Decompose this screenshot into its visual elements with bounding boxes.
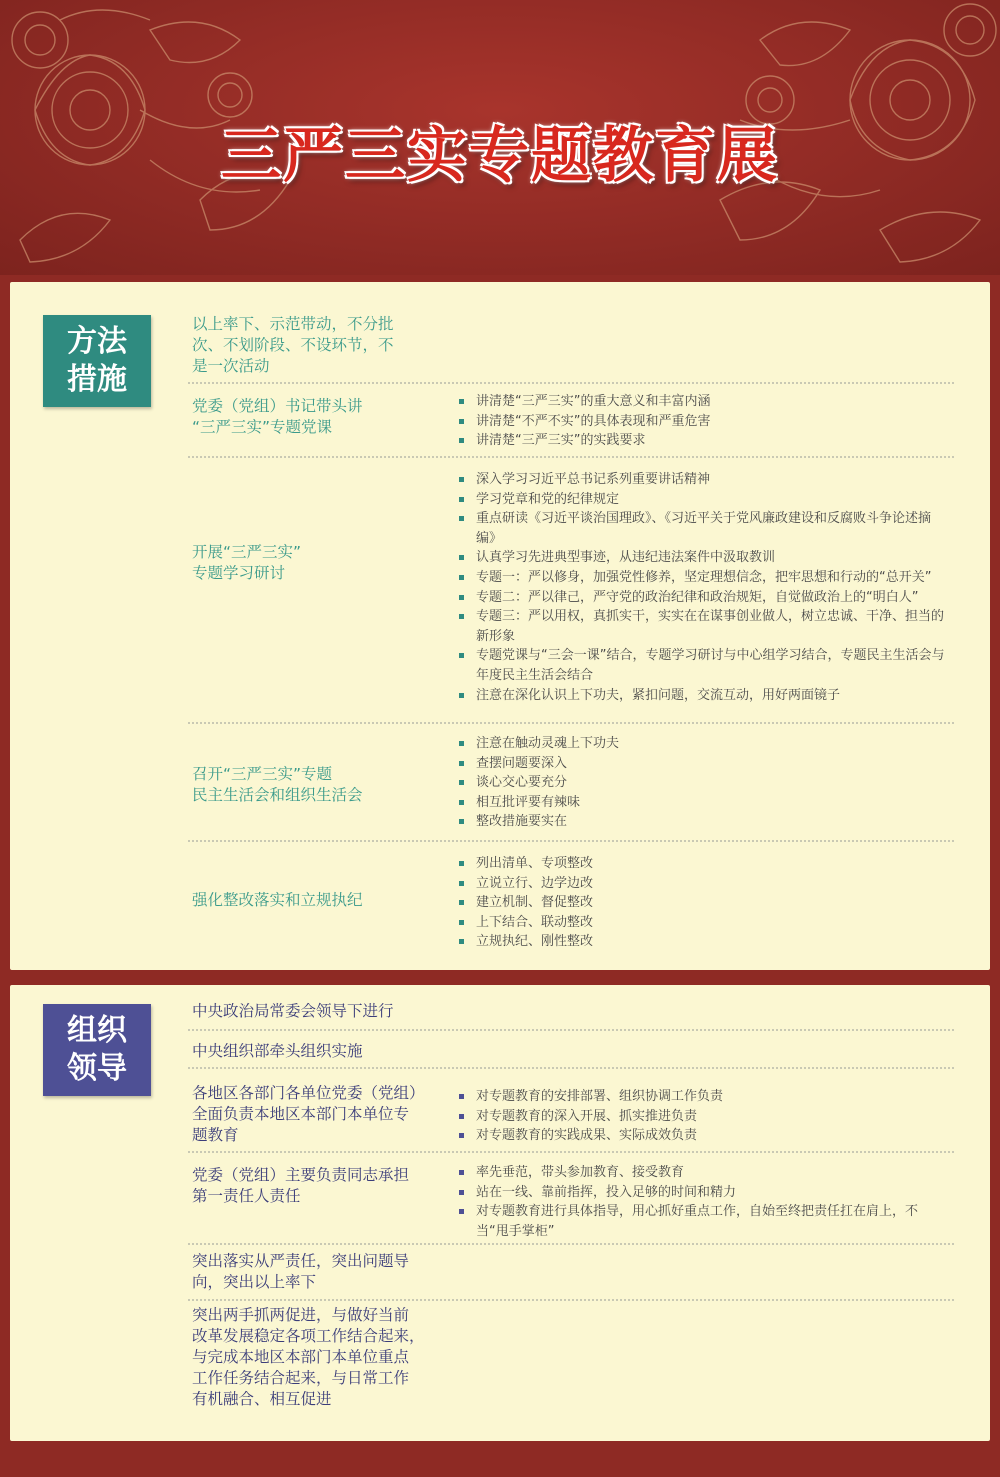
row-title: 强化整改落实和立规执纪: [192, 891, 363, 909]
row-title: 党委（党组）主要负责同志承担 第一责任人责任: [192, 1166, 410, 1205]
category-line: 措施: [67, 362, 127, 397]
page-title: 三严三实专题教育展: [221, 121, 779, 191]
bullet-item: 对专题教育进行具体指导，用心抓好重点工作，自始至终把责任扛在肩上，不当“甩手掌柜”: [456, 1202, 946, 1241]
bullet-item: 重点研读《习近平谈治国理政》、《习近平关于党风廉政建设和反腐败斗争论述摘编》: [456, 509, 946, 548]
bullet-item: 讲清楚“不严不实”的具体表现和严重危害: [456, 412, 946, 432]
section-row: [188, 458, 954, 724]
section-row: [188, 842, 954, 962]
bullet-item: 列出清单、专项整改: [456, 854, 946, 874]
row-title: 召开“三严三实”专题 民主生活会和组织生活会: [192, 765, 363, 804]
section-row: [188, 1301, 954, 1431]
bullet-item: 专题一：严以修身，加强党性修养，坚定理想信念，把牢思想和行动的“总开关”: [456, 568, 946, 588]
bullet-item: 专题二：严以律己，严守党的政治纪律和政治规矩，自觉做政治上的“明白人”: [456, 588, 946, 608]
row-title: 开展“三严三实” 专题学习研讨: [192, 543, 302, 582]
bullet-item: 专题党课与“三会一课”结合，专题学习研讨与中心组学习结合，专题民主生活会与年度民主生活会结合: [456, 646, 946, 685]
bullet-item: 相互批评要有辣味: [456, 793, 946, 813]
bullet-item: 谈心交心要充分: [456, 773, 946, 793]
section-row: [188, 724, 954, 842]
bullet-item: 站在一线、靠前指挥，投入足够的时间和精力: [456, 1183, 946, 1203]
bullet-list: [456, 734, 946, 832]
bullet-item: 立规执纪、刚性整改: [456, 932, 946, 952]
bullet-item: 查摆问题要深入: [456, 754, 946, 774]
bullet-item: 专题三：严以用权，真抓实干，实实在在谋事创业做人，树立忠诚、干净、担当的新形象: [456, 607, 946, 646]
row-title: 突出落实从严责任，突出问题导 向，突出以上率下: [192, 1252, 410, 1291]
bullet-item: 整改措施要实在: [456, 812, 946, 832]
bullet-item: 认真学习先进典型事迹，从违纪违法案件中汲取教训: [456, 548, 946, 568]
bullet-list: [456, 392, 946, 451]
bullet-item: 对专题教育的实践成果、实际成效负责: [456, 1126, 946, 1146]
bullet-item: 注意在触动灵魂上下功夫: [456, 734, 946, 754]
section-row: [188, 995, 954, 1031]
methods-panel: [10, 282, 990, 970]
section-row: [188, 384, 954, 458]
bullet-item: 率先垂范，带头参加教育、接受教育: [456, 1163, 946, 1183]
section-row: [188, 1245, 954, 1301]
category-line: 领导: [67, 1051, 127, 1086]
bullet-item: 深入学习习近平总书记系列重要讲话精神: [456, 470, 946, 490]
section-row: [188, 1031, 954, 1069]
category-badge-leadership: [43, 1004, 151, 1096]
row-title: 以上率下、示范带动，不分批 次、不划阶段、不设环节，不 是一次活动: [192, 315, 394, 375]
bullet-list: [456, 854, 946, 952]
row-title: 党委（党组）书记带头讲 “三严三实”专题党课: [192, 397, 363, 436]
category-line: 方法: [67, 324, 127, 359]
bullet-list: [456, 1087, 946, 1146]
row-title: 中央组织部牵头组织实施: [192, 1042, 363, 1060]
bullet-list: [456, 1163, 946, 1241]
bullet-item: 上下结合、联动整改: [456, 913, 946, 933]
section-row: [188, 1153, 954, 1245]
row-title: 中央政治局常委会领导下进行: [192, 1002, 394, 1020]
leadership-panel: [10, 985, 990, 1441]
bullet-item: 对专题教育的深入开展、抓实推进负责: [456, 1107, 946, 1127]
bullet-item: 讲清楚“三严三实”的实践要求: [456, 431, 946, 451]
bullet-item: 讲清楚“三严三实”的重大意义和丰富内涵: [456, 392, 946, 412]
bullet-list: [456, 470, 946, 705]
bullet-item: 学习党章和党的纪律规定: [456, 490, 946, 510]
section-row: [188, 1069, 954, 1153]
bullet-item: 注意在深化认识上下功夫，紧扣问题，交流互动，用好两面镜子: [456, 686, 946, 706]
bullet-item: 对专题教育的安排部署、组织协调工作负责: [456, 1087, 946, 1107]
bullet-item: 立说立行、边学边改: [456, 874, 946, 894]
bullet-item: 建立机制、督促整改: [456, 893, 946, 913]
category-badge-methods: [43, 315, 151, 407]
row-title: 突出两手抓两促进，与做好当前 改革发展稳定各项工作结合起来， 与完成本地区本部门本单位重点 工作任务结合起来，与日常工作 有机融合、相互促进: [192, 1306, 425, 1408]
section-row: [188, 310, 954, 384]
row-title: 各地区各部门各单位党委（党组） 全面负责本地区本部门本单位专 题教育: [192, 1084, 425, 1144]
header-banner: [0, 0, 1000, 275]
category-line: 组织: [67, 1013, 127, 1048]
